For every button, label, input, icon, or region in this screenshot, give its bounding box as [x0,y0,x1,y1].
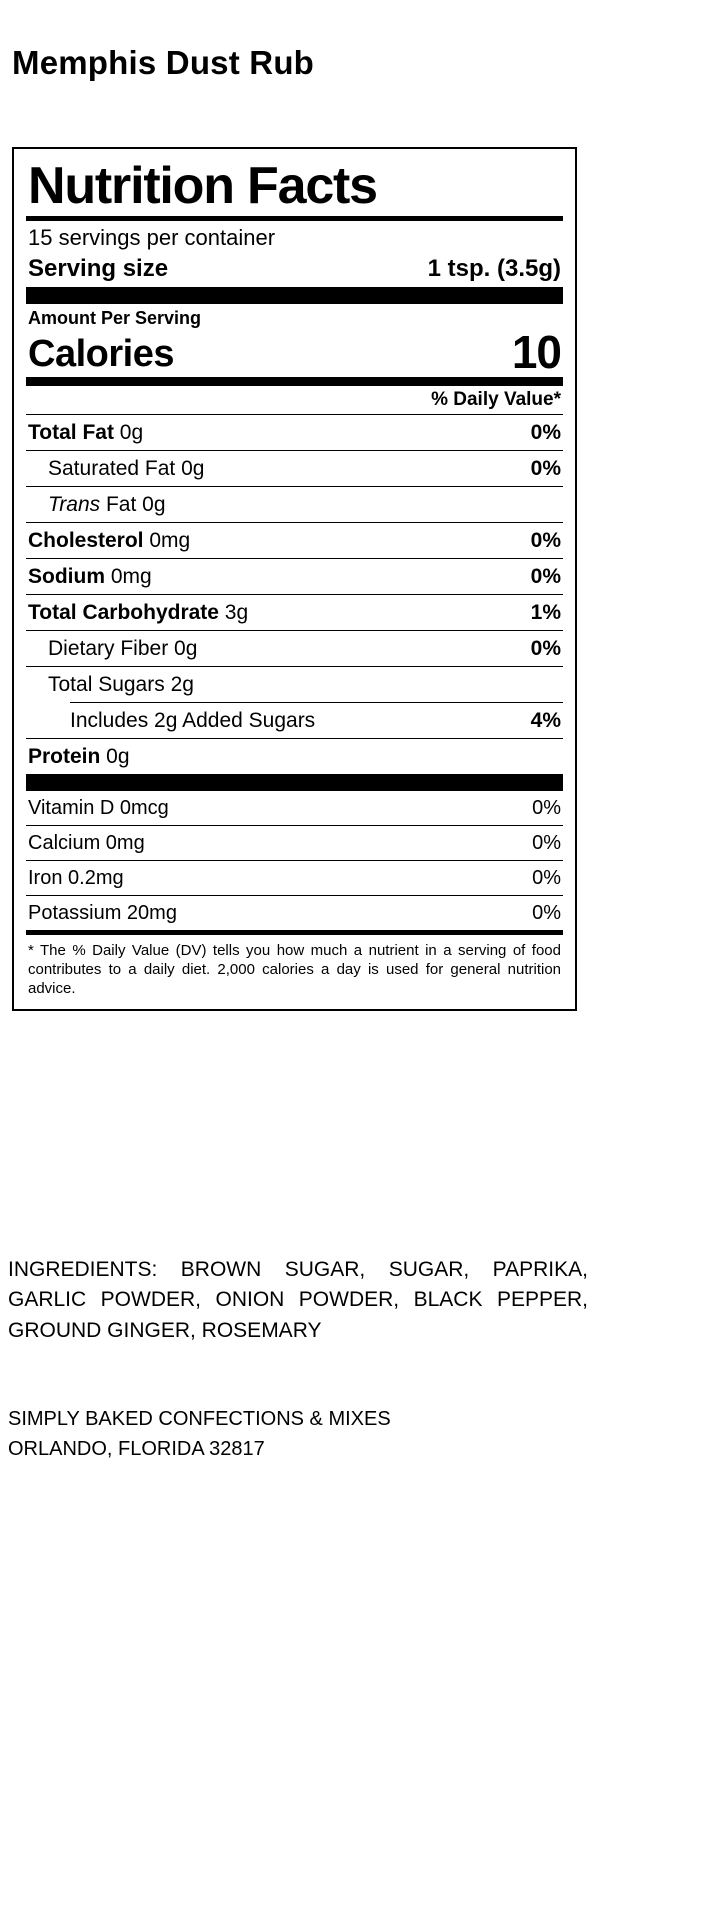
page-title: Memphis Dust Rub [12,44,315,81]
serving-size-value: 1 tsp. (3.5g) [427,255,561,283]
total-carbohydrate-label: Total Carbohydrate [28,601,219,625]
iron-dv: 0% [532,867,561,890]
vitamin-d-label: Vitamin D 0mcg [28,797,169,820]
protein-amount: 0g [100,745,130,769]
serving-size-row [26,254,563,287]
row-saturated-fat [26,451,563,486]
amount-per-serving-label: Amount Per Serving [28,308,202,329]
company-name: SIMPLY BAKED CONFECTIONS & MIXES [8,1408,391,1430]
total-carbohydrate-dv: 1% [530,601,561,625]
saturated-fat-dv: 0% [530,457,561,481]
potassium-dv: 0% [532,902,561,925]
row-added-sugars [26,703,563,738]
row-dietary-fiber [26,631,563,666]
vitamin-d-dv: 0% [532,797,561,820]
row-total-carbohydrate [26,595,563,630]
cholesterol-amount: 0mg [143,529,191,553]
divider-thick-2 [26,774,563,791]
row-sodium [26,559,563,594]
nutrition-facts-panel [12,147,577,1011]
added-sugars-dv: 4% [530,709,561,733]
total-carbohydrate-amount: 3g [218,601,249,625]
total-sugars-label: Total Sugars 2g [48,673,194,697]
row-vitamin-d [26,791,563,825]
total-fat-amount: 0g [113,421,144,445]
company-info [8,1404,588,1464]
calories-row [26,326,563,379]
ingredients-text: INGREDIENTS: BROWN SUGAR, SUGAR, PAPRIKA, GARLIC POWDER, ONION POWDER, BLACK PEPPER, GROUND GINGER, ROSEMARY [8,1258,588,1342]
sodium-label: Sodium [28,565,105,589]
nutrition-facts-heading: Nutrition Facts [28,157,377,215]
added-sugars-label: Includes 2g Added Sugars [70,709,316,733]
total-fat-label: Total Fat [28,421,114,445]
sodium-amount: 0mg [105,565,152,589]
servings-per-container: 15 servings per container [28,225,276,251]
trans-fat-amount: Fat 0g [100,493,166,517]
cholesterol-dv: 0% [530,529,561,553]
daily-value-header: % Daily Value* [431,389,561,411]
iron-label: Iron 0.2mg [28,867,124,890]
calcium-dv: 0% [532,832,561,855]
row-total-fat [26,415,563,450]
row-cholesterol [26,523,563,558]
potassium-label: Potassium 20mg [28,902,177,925]
dietary-fiber-label: Dietary Fiber 0g [48,637,198,661]
total-fat-dv: 0% [530,421,561,445]
saturated-fat-label: Saturated Fat 0g [48,457,205,481]
sodium-dv: 0% [530,565,561,589]
protein-label: Protein [28,745,101,769]
serving-size-label: Serving size [28,255,169,283]
company-address: ORLANDO, FLORIDA 32817 [8,1438,265,1460]
divider-thick-1 [26,287,563,304]
row-trans-fat [26,487,563,522]
divider-under-calories [26,377,563,386]
cholesterol-label: Cholesterol [28,529,144,553]
trans-fat-italic-label: Trans [48,493,101,517]
daily-value-footnote: * The % Daily Value (DV) tells you how much a nutrient in a serving of food contributes to a daily diet. 2,000 calories a day is used for general nutrition advice. [28,942,561,998]
row-total-sugars [26,667,563,702]
calories-label: Calories [28,333,174,376]
calcium-label: Calcium 0mg [28,832,145,855]
row-calcium [26,826,563,860]
dietary-fiber-dv: 0% [530,637,561,661]
row-iron [26,861,563,895]
row-potassium [26,896,563,930]
calories-value: 10 [511,326,561,379]
row-protein [26,739,563,774]
